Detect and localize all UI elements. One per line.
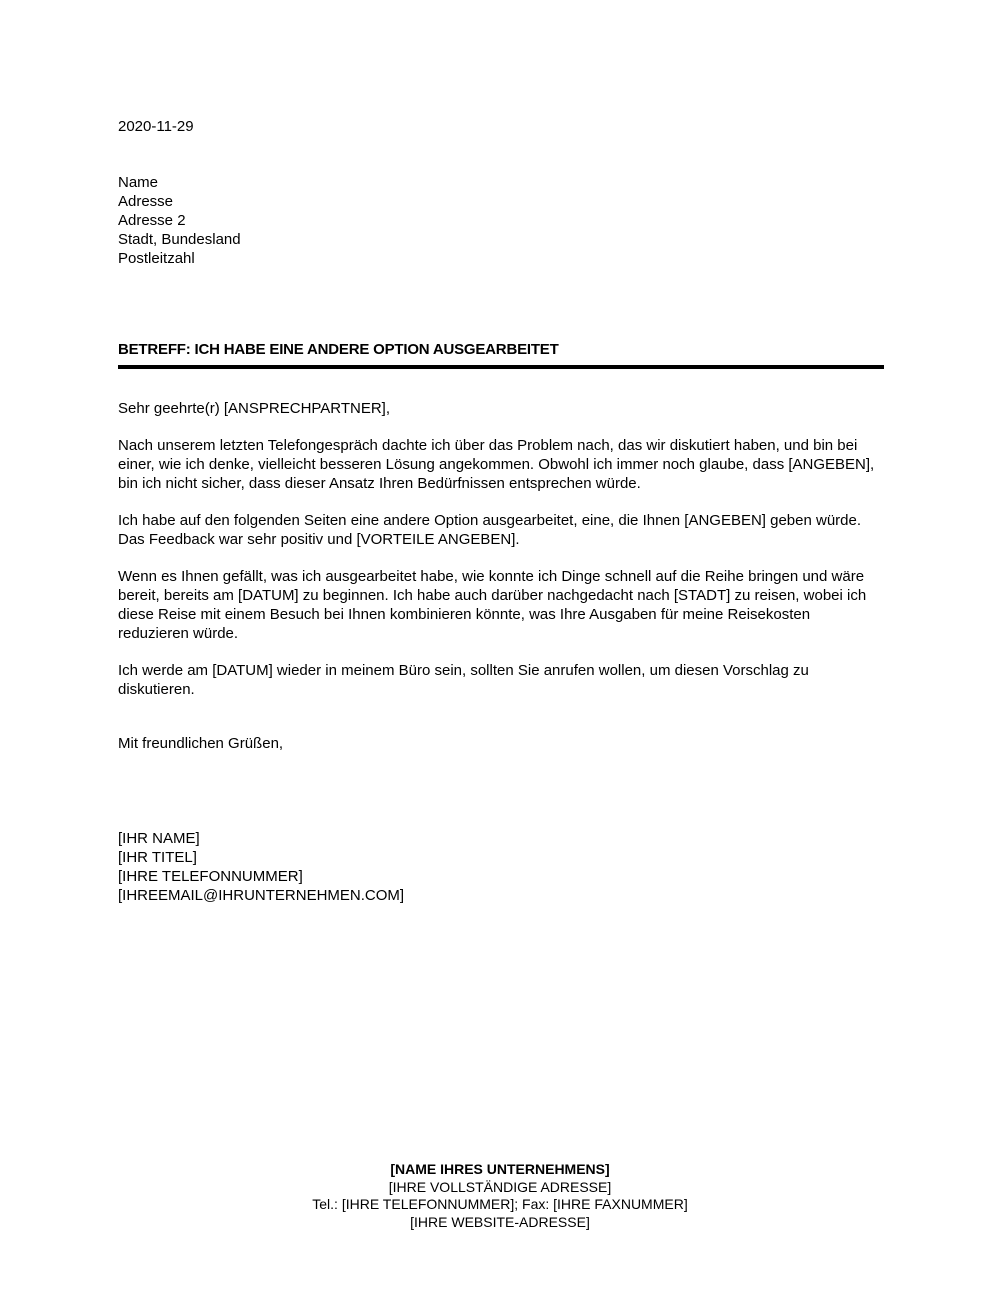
- footer-company-name: [NAME IHRES UNTERNEHMENS]: [390, 1161, 610, 1177]
- subject-line: BETREFF: ICH HABE EINE ANDERE OPTION AUSGEARBEITET: [118, 341, 559, 358]
- signature-title: [IHR TITEL]: [118, 849, 197, 866]
- body-paragraph-2: Ich habe auf den folgenden Seiten eine andere Option ausgearbeitet, eine, die Ihnen [ANGEBEN] geben würde. Das Feedback war sehr positiv und [VORTEILE ANGEBEN].: [118, 512, 862, 548]
- letter-body: [118, 0, 884, 905]
- footer-address: [IHRE VOLLSTÄNDIGE ADRESSE]: [388, 1178, 612, 1195]
- recipient-name: Name: [118, 174, 159, 191]
- signature-block: [118, 829, 884, 905]
- footer-website: [IHRE WEBSITE-ADRESSE]: [410, 1213, 590, 1230]
- salutation: Sehr geehrte(r) [ANSPRECHPARTNER],: [118, 400, 391, 417]
- body-paragraph-3: Wenn es Ihnen gefällt, was ich ausgearbeitet habe, wie konnte ich Dinge schnell auf die Reihe bringen und wäre bereit, bereits am [DATUM] zu beginnen. Ich habe auch darüber nachgedacht nach [STADT] zu reisen, wobei ich diese Reise mit einem Besuch bei Ihnen kombinieren könnte, was Ihre Ausgaben für meine Reisekosten reduzieren würde.: [118, 568, 867, 642]
- recipient-block: [118, 173, 884, 268]
- subject-divider: [118, 365, 884, 369]
- recipient-address2: Adresse 2: [118, 212, 186, 229]
- letter-date: 2020-11-29: [118, 118, 194, 135]
- closing: Mit freundlichen Grüßen,: [118, 735, 284, 752]
- recipient-postal-code: Postleitzahl: [118, 250, 195, 267]
- signature-name: [IHR NAME]: [118, 830, 200, 847]
- footer-phone-fax: Tel.: [IHRE TELEFONNUMMER]; Fax: [IHRE FAXNUMMER]: [312, 1196, 688, 1212]
- footer-block: [0, 1161, 1000, 1231]
- body-paragraph-4: Ich werde am [DATUM] wieder in meinem Büro sein, sollten Sie anrufen wollen, um diesen Vorschlag zu diskutieren.: [118, 662, 809, 698]
- signature-email: [IHREEMAIL@IHRUNTERNEHMEN.COM]: [118, 887, 405, 904]
- body-paragraph-1: Nach unserem letzten Telefongespräch dachte ich über das Problem nach, das wir diskutiert haben, und bin bei einer, wie ich denke, vielleicht besseren Lösung angekommen. Obwohl ich immer noch glaube, dass [ANGEBEN], bin ich nicht sicher, dass dieser Ansatz Ihren Bedürfnissen entsprechen würde.: [118, 437, 875, 492]
- recipient-city-state: Stadt, Bundesland: [118, 231, 241, 248]
- recipient-address1: Adresse: [118, 193, 174, 210]
- signature-phone: [IHRE TELEFONNUMMER]: [118, 868, 303, 885]
